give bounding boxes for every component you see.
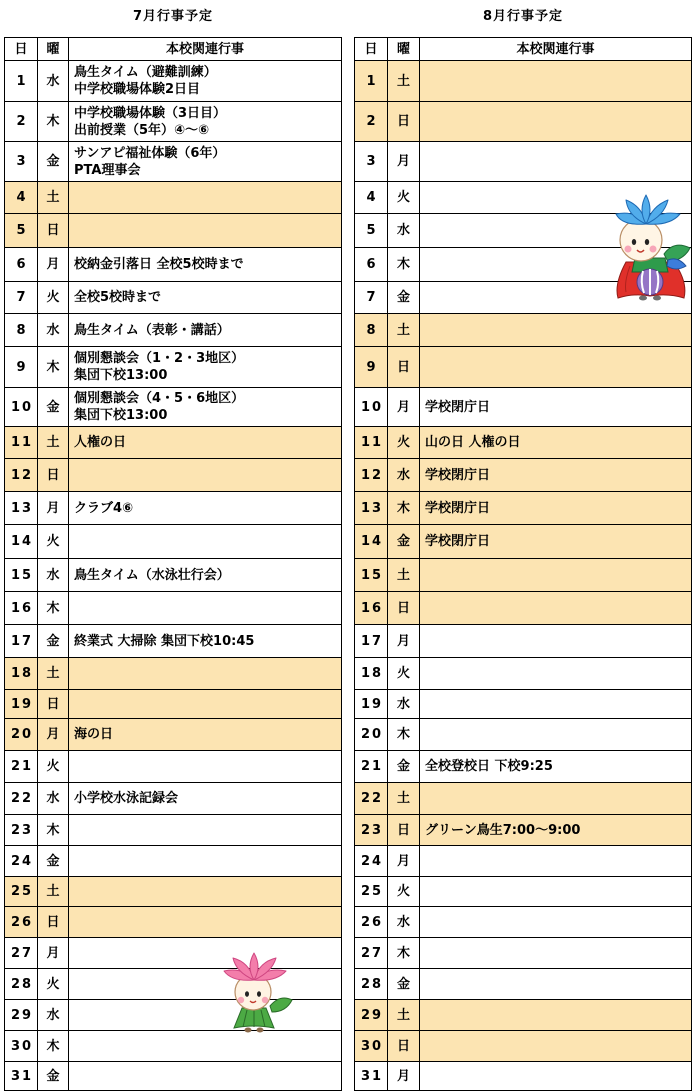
day-row: [5, 459, 341, 492]
day-number: 19: [355, 690, 388, 718]
event-line: 個別懇談会（4・5・6地区）: [74, 391, 245, 406]
day-number: 6: [355, 248, 388, 281]
events-cell: [69, 347, 341, 387]
day-number: 14: [5, 525, 38, 558]
day-number: 1: [355, 61, 388, 101]
weekday: 金: [38, 1062, 69, 1090]
events-cell: [420, 625, 691, 657]
day-row: [5, 282, 341, 314]
day-row: [355, 751, 691, 783]
calendar-title: 7月行事予定: [132, 9, 214, 24]
weekday: 木: [388, 492, 420, 524]
day-row: [5, 388, 341, 427]
weekday: 日: [388, 102, 420, 141]
day-row: [5, 314, 341, 347]
day-number: 9: [5, 347, 38, 387]
day-row: [5, 492, 341, 525]
events-cell: [420, 877, 691, 906]
weekday: 水: [38, 559, 69, 591]
weekday: 金: [38, 846, 69, 876]
events-cell: [420, 690, 691, 718]
day-number: 7: [5, 282, 38, 313]
events-cell: [420, 61, 691, 101]
events-cell: [420, 427, 691, 458]
weekday: 水: [38, 783, 69, 814]
weekday: 金: [388, 969, 420, 999]
day-number: 26: [355, 907, 388, 937]
events-cell: [69, 525, 341, 558]
day-row: [5, 877, 341, 907]
event-line: サンアピ福祉体験（6年）: [74, 145, 226, 161]
day-row: [355, 907, 691, 938]
day-row: [355, 427, 691, 459]
weekday: 木: [38, 347, 69, 387]
event-line: 学校閉庁日: [425, 500, 491, 516]
weekday: 月: [388, 142, 420, 181]
day-row: [5, 751, 341, 783]
weekday: 水: [388, 690, 420, 718]
weekday: 木: [38, 815, 69, 845]
events-cell: [69, 592, 341, 624]
weekday: 土: [388, 314, 420, 346]
event-line: 個別懇談会（1・2・3地区）: [74, 351, 245, 366]
day-row: [5, 625, 341, 658]
day-row: [5, 61, 341, 102]
day-row: [355, 969, 691, 1000]
events-cell: [420, 525, 691, 558]
events-cell: [420, 719, 691, 750]
event-line: 出前授業（5年）④～⑥: [74, 122, 210, 138]
day-row: [5, 559, 341, 592]
weekday: 土: [388, 783, 420, 814]
day-row: [5, 1031, 341, 1062]
weekday: 火: [388, 427, 420, 458]
events-cell: [69, 877, 341, 906]
day-number: 17: [5, 625, 38, 657]
day-row: [355, 815, 691, 846]
weekday: 土: [388, 559, 420, 591]
weekday: 金: [388, 751, 420, 782]
weekday: 月: [38, 719, 69, 750]
event-line: 中学校職場体験2日目: [74, 82, 201, 97]
events-cell: [69, 492, 341, 524]
weekday: 火: [38, 751, 69, 782]
header-events: 本校関連行事: [165, 41, 244, 57]
day-row: [355, 877, 691, 907]
day-number: 31: [5, 1062, 38, 1090]
day-row: [355, 102, 691, 142]
events-cell: [420, 751, 691, 782]
header-row: [5, 38, 341, 61]
day-number: 1: [5, 61, 38, 101]
events-cell: [69, 625, 341, 657]
day-row: [5, 427, 341, 459]
weekday: 水: [388, 214, 420, 247]
day-number: 28: [5, 969, 38, 999]
day-number: 16: [355, 592, 388, 624]
day-number: 3: [355, 142, 388, 181]
events-cell: [420, 492, 691, 524]
day-number: 16: [5, 592, 38, 624]
weekday: 月: [38, 248, 69, 281]
weekday: 月: [388, 625, 420, 657]
day-row: [355, 783, 691, 815]
weekday: 水: [388, 907, 420, 937]
events-cell: [69, 1031, 341, 1061]
day-row: [355, 388, 691, 427]
day-row: [355, 938, 691, 969]
events-cell: [69, 61, 341, 101]
weekday: 火: [38, 525, 69, 558]
event-line: PTA理事会: [74, 162, 141, 178]
day-number: 20: [355, 719, 388, 750]
weekday: 木: [38, 592, 69, 624]
event-line: クラブ4⑥: [74, 500, 134, 516]
events-cell: [420, 388, 691, 426]
day-number: 29: [355, 1000, 388, 1030]
events-cell: [69, 102, 341, 141]
weekday: 火: [38, 282, 69, 313]
day-number: 5: [355, 214, 388, 247]
day-row: [5, 592, 341, 625]
weekday: 火: [388, 877, 420, 906]
day-number: 5: [5, 214, 38, 247]
calendar-july: [4, 0, 342, 1092]
day-number: 22: [5, 783, 38, 814]
events-cell: [420, 459, 691, 491]
events-cell: [69, 214, 341, 247]
day-row: [355, 1031, 691, 1062]
events-cell: [69, 142, 341, 181]
weekday: 火: [388, 658, 420, 689]
event-line: 鳥生タイム（水泳壮行会）: [74, 567, 230, 583]
day-row: [355, 459, 691, 492]
weekday: 土: [388, 1000, 420, 1030]
weekday: 金: [38, 625, 69, 657]
day-row: [355, 1062, 691, 1091]
day-number: 10: [5, 388, 38, 426]
day-number: 8: [355, 314, 388, 346]
event-line: 中学校職場体験（3日目）: [74, 105, 227, 121]
day-row: [5, 846, 341, 877]
day-number: 26: [5, 907, 38, 937]
day-number: 23: [355, 815, 388, 845]
day-number: 30: [5, 1031, 38, 1061]
event-line: 全校登校日 下校9:25: [425, 759, 553, 774]
calendar-title: 8月行事予定: [482, 9, 564, 24]
day-number: 18: [355, 658, 388, 689]
day-row: [355, 1000, 691, 1031]
event-line: 校納金引落日 全校5校時まで: [74, 257, 244, 272]
header-weekday: 曜: [38, 38, 69, 60]
day-number: 2: [355, 102, 388, 141]
events-cell: [69, 1000, 341, 1030]
day-number: 30: [355, 1031, 388, 1061]
day-row: [355, 61, 691, 102]
day-number: 24: [5, 846, 38, 876]
weekday: 土: [38, 877, 69, 906]
events-cell: [420, 783, 691, 814]
event-line: 集団下校13:00: [74, 368, 168, 383]
weekday: 月: [38, 492, 69, 524]
day-number: 21: [355, 751, 388, 782]
event-line: 学校閉庁日: [425, 467, 491, 483]
event-line: 学校閉庁日: [425, 534, 491, 549]
day-row: [355, 592, 691, 625]
day-row: [5, 525, 341, 559]
event-line: 終業式 大掃除 集団下校10:45: [74, 633, 255, 649]
weekday: 金: [38, 142, 69, 181]
day-number: 14: [355, 525, 388, 558]
day-number: 4: [355, 182, 388, 213]
header-day: 日: [355, 38, 388, 60]
header-row: [355, 38, 691, 61]
day-row: [5, 248, 341, 282]
day-row: [355, 719, 691, 751]
event-line: 全校5校時まで: [74, 290, 162, 305]
day-row: [5, 182, 341, 214]
day-row: [5, 347, 341, 388]
day-row: [5, 214, 341, 248]
events-cell: [69, 815, 341, 845]
day-row: [5, 815, 341, 846]
weekday: 木: [38, 102, 69, 141]
events-cell: [420, 142, 691, 181]
weekday: 木: [388, 938, 420, 968]
weekday: 金: [38, 388, 69, 426]
weekday: 土: [38, 182, 69, 213]
events-cell: [69, 751, 341, 782]
day-number: 13: [5, 492, 38, 524]
weekday: 日: [388, 592, 420, 624]
weekday: 月: [388, 846, 420, 876]
event-line: 海の日: [74, 727, 114, 742]
day-number: 11: [5, 427, 38, 458]
weekday: 火: [38, 969, 69, 999]
day-number: 7: [355, 282, 388, 313]
events-cell: [420, 559, 691, 591]
events-cell: [420, 1062, 691, 1090]
day-number: 17: [355, 625, 388, 657]
day-number: 12: [355, 459, 388, 491]
weekday: 月: [388, 388, 420, 426]
day-number: 13: [355, 492, 388, 524]
events-cell: [420, 314, 691, 346]
events-cell: [69, 969, 341, 999]
events-cell: [420, 846, 691, 876]
weekday: 水: [38, 61, 69, 101]
events-cell: [420, 102, 691, 141]
weekday: 月: [38, 938, 69, 968]
day-row: [5, 783, 341, 815]
day-number: 24: [355, 846, 388, 876]
day-row: [5, 907, 341, 938]
day-row: [5, 658, 341, 690]
events-cell: [420, 907, 691, 937]
weekday: 日: [388, 815, 420, 845]
day-row: [355, 559, 691, 592]
weekday: 水: [38, 314, 69, 346]
day-row: [355, 314, 691, 347]
weekday: 日: [388, 347, 420, 387]
day-number: 23: [5, 815, 38, 845]
day-number: 27: [355, 938, 388, 968]
weekday: 日: [38, 690, 69, 718]
events-cell: [69, 907, 341, 937]
header-events: 本校関連行事: [516, 41, 595, 57]
weekday: 水: [38, 1000, 69, 1030]
day-number: 31: [355, 1062, 388, 1090]
weekday: 月: [388, 1062, 420, 1090]
events-cell: [69, 314, 341, 346]
event-line: 学校閉庁日: [425, 399, 491, 415]
events-cell: [420, 815, 691, 845]
day-number: 22: [355, 783, 388, 814]
day-number: 10: [355, 388, 388, 426]
events-cell: [69, 459, 341, 491]
day-number: 15: [355, 559, 388, 591]
day-row: [355, 690, 691, 719]
event-line: グリーン鳥生7:00～9:00: [425, 822, 581, 838]
day-number: 25: [355, 877, 388, 906]
day-number: 29: [5, 1000, 38, 1030]
day-number: 25: [5, 877, 38, 906]
weekday: 土: [38, 427, 69, 458]
events-cell: [69, 658, 341, 689]
events-cell: [69, 182, 341, 213]
events-cell: [420, 938, 691, 968]
day-row: [355, 347, 691, 388]
weekday: 土: [38, 658, 69, 689]
weekday: 日: [38, 459, 69, 491]
day-number: 15: [5, 559, 38, 591]
events-cell: [69, 1062, 341, 1090]
day-number: 4: [5, 182, 38, 213]
events-cell: [420, 347, 691, 387]
day-number: 8: [5, 314, 38, 346]
header-weekday: 曜: [388, 38, 420, 60]
day-row: [355, 658, 691, 690]
day-number: 19: [5, 690, 38, 718]
day-number: 11: [355, 427, 388, 458]
weekday: 金: [388, 282, 420, 313]
day-row: [355, 846, 691, 877]
day-row: [355, 525, 691, 559]
day-number: 28: [355, 969, 388, 999]
day-row: [355, 492, 691, 525]
events-cell: [420, 592, 691, 624]
events-cell: [420, 1000, 691, 1030]
weekday: 日: [38, 214, 69, 247]
schedule-table: [4, 37, 342, 1091]
events-cell: [69, 719, 341, 750]
day-number: 2: [5, 102, 38, 141]
weekday: 日: [38, 907, 69, 937]
weekday: 木: [388, 719, 420, 750]
events-cell: [69, 783, 341, 814]
weekday: 木: [38, 1031, 69, 1061]
calendar-august: [354, 0, 692, 1092]
weekday: 木: [388, 248, 420, 281]
day-number: 20: [5, 719, 38, 750]
day-row: [5, 142, 341, 182]
event-line: 人権の日: [74, 435, 127, 450]
day-number: 18: [5, 658, 38, 689]
event-line: 集団下校13:00: [74, 408, 168, 423]
events-cell: [69, 282, 341, 313]
event-line: 鳥生タイム（避難訓練）: [74, 65, 217, 80]
events-cell: [69, 938, 341, 968]
events-cell: [420, 969, 691, 999]
header-day: 日: [5, 38, 38, 60]
events-cell: [69, 388, 341, 426]
events-cell: [69, 690, 341, 718]
events-cell: [69, 559, 341, 591]
events-cell: [420, 658, 691, 689]
blue-lotus-mascot-icon: [610, 194, 692, 302]
weekday: 金: [388, 525, 420, 558]
events-cell: [69, 248, 341, 281]
weekday: 水: [388, 459, 420, 491]
day-row: [5, 719, 341, 751]
weekday: 火: [388, 182, 420, 213]
day-number: 21: [5, 751, 38, 782]
day-number: 27: [5, 938, 38, 968]
day-row: [355, 142, 691, 182]
events-cell: [420, 1031, 691, 1061]
weekday: 土: [388, 61, 420, 101]
events-cell: [69, 427, 341, 458]
events-cell: [69, 846, 341, 876]
day-number: 12: [5, 459, 38, 491]
day-number: 3: [5, 142, 38, 181]
day-number: 6: [5, 248, 38, 281]
day-row: [5, 690, 341, 719]
weekday: 日: [388, 1031, 420, 1061]
event-line: 山の日 人権の日: [425, 435, 521, 450]
day-row: [355, 625, 691, 658]
day-row: [5, 102, 341, 142]
day-row: [5, 1062, 341, 1091]
day-number: 9: [355, 347, 388, 387]
event-line: 鳥生タイム（表彰・講話）: [74, 322, 230, 338]
event-line: 小学校水泳記録会: [74, 791, 179, 806]
pink-lotus-mascot-icon: [218, 952, 296, 1034]
